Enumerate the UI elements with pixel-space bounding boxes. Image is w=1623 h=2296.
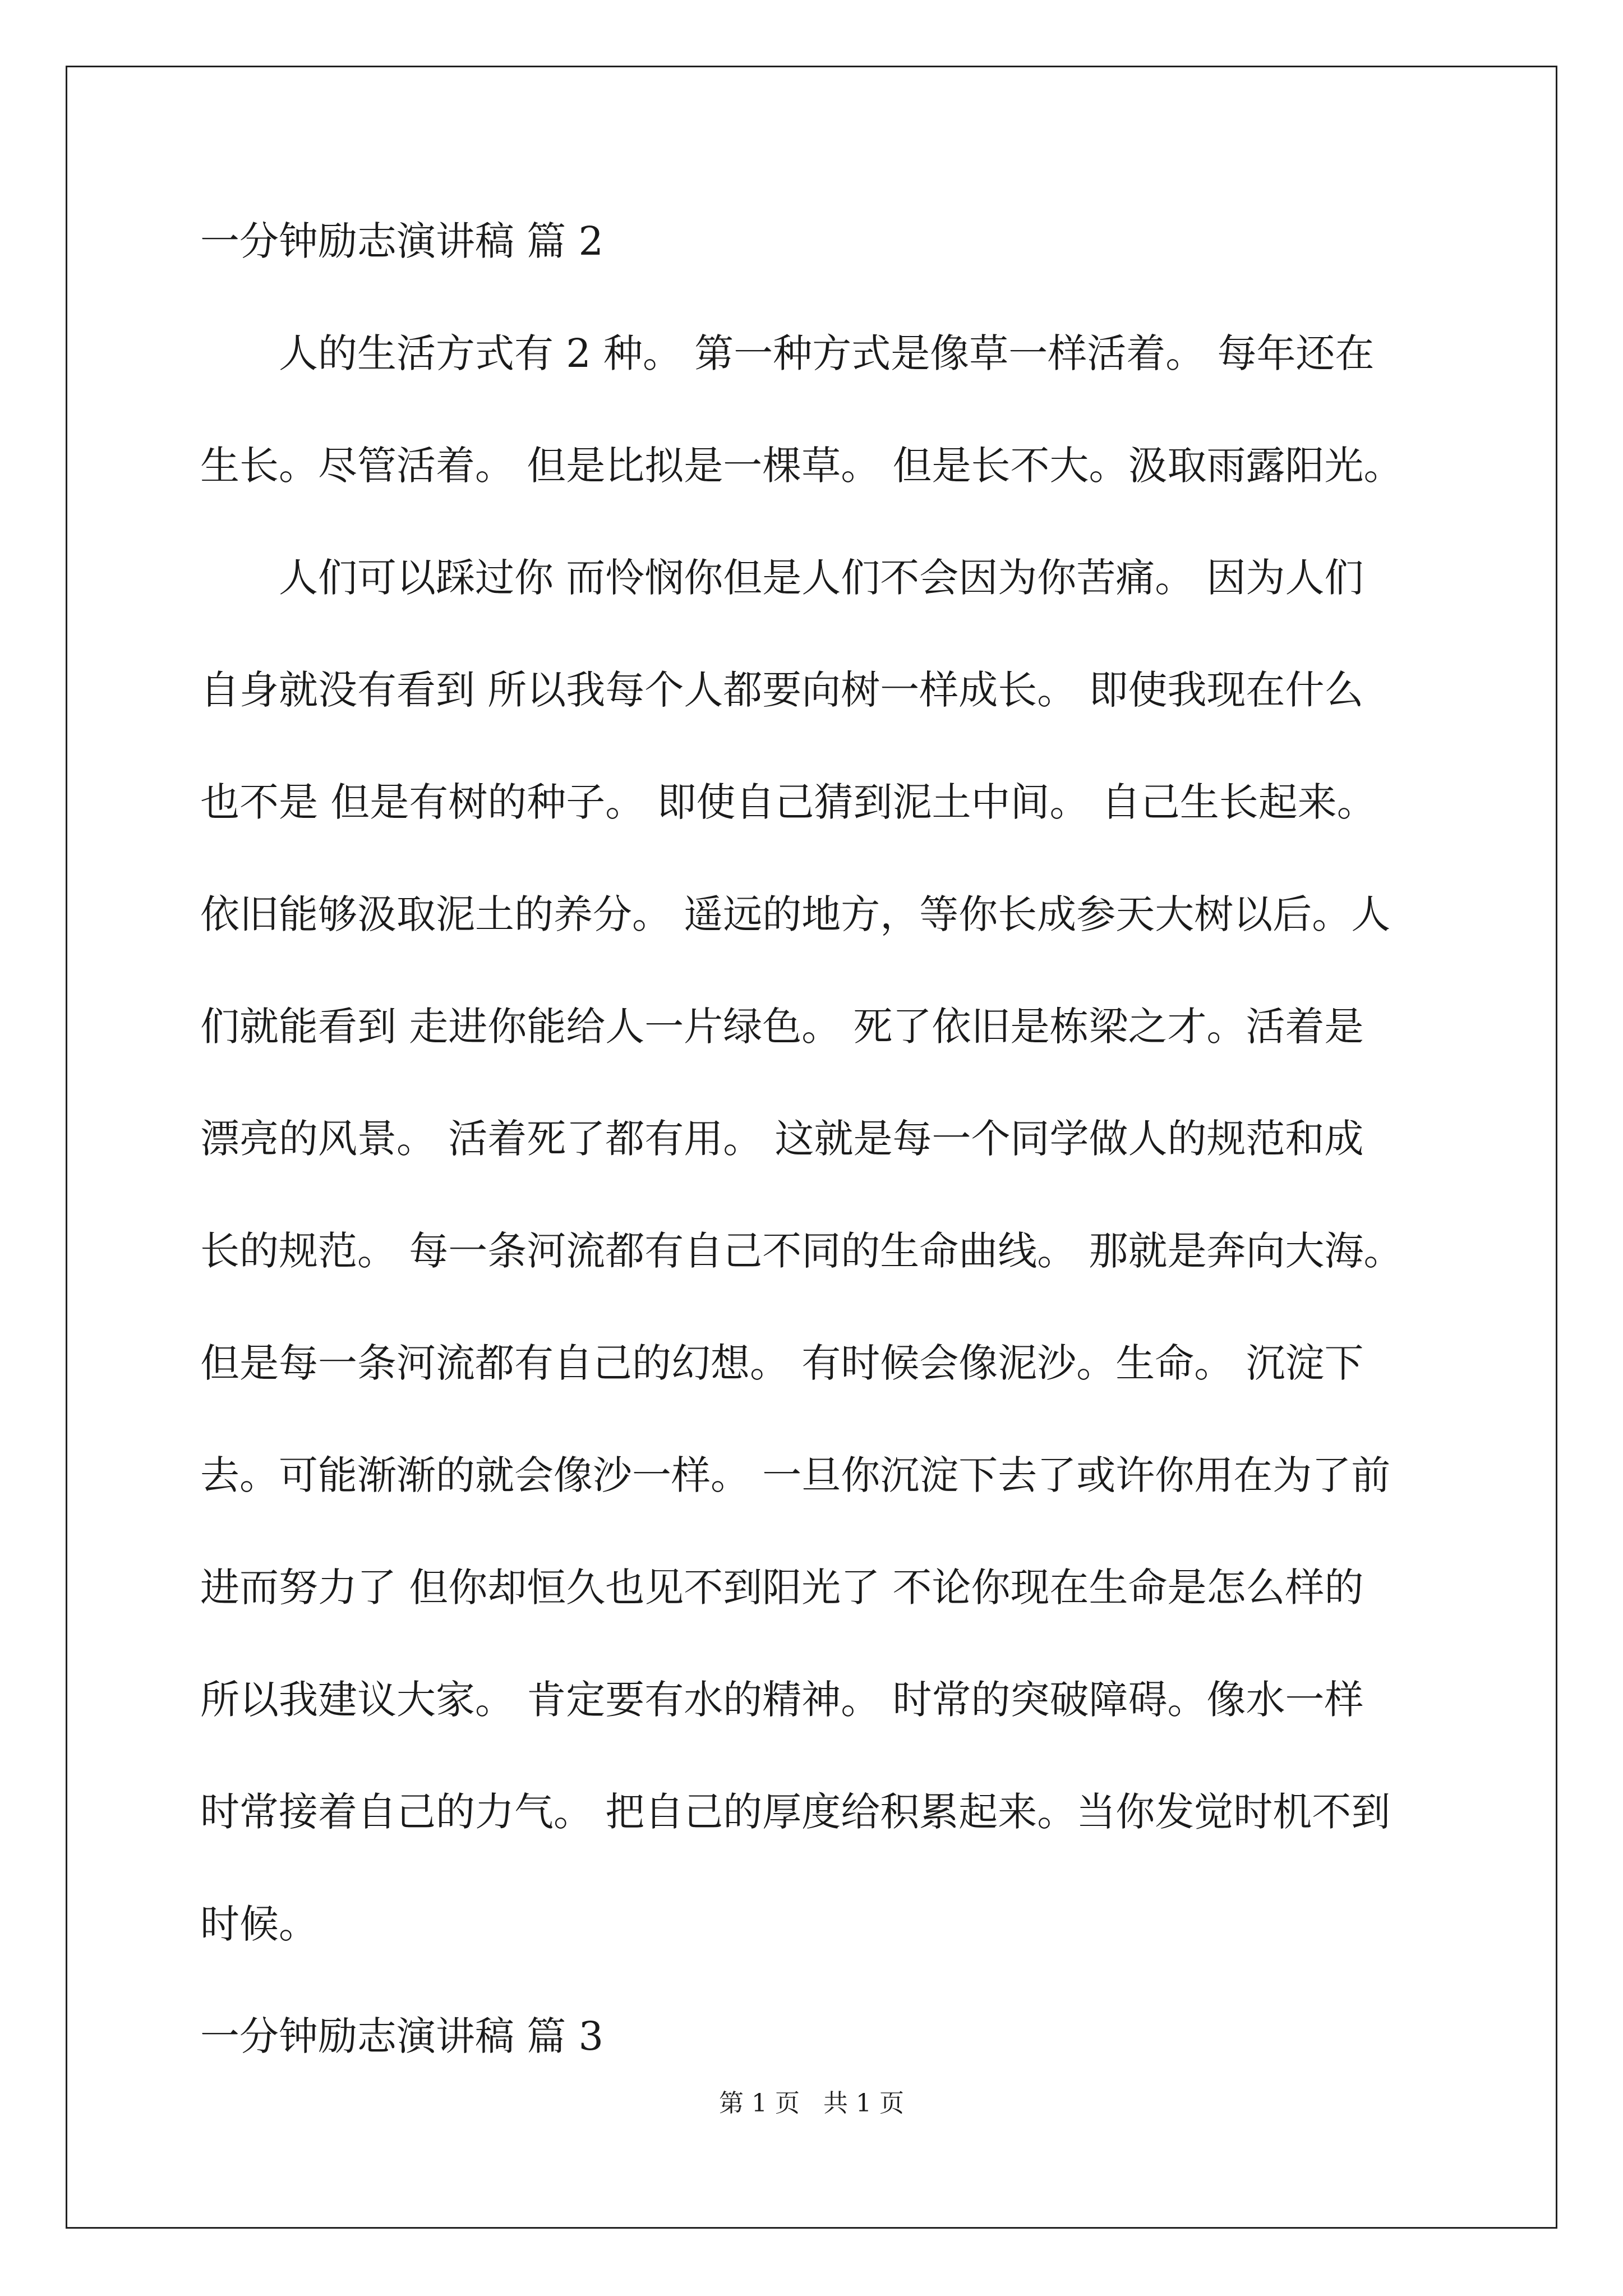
section-3-title: 一分钟励志演讲稿 篇 3: [200, 2013, 604, 2059]
document-body: [200, 213, 1434, 2064]
text-line: 人们可以踩过你 而怜悯你但是人们不会因为你苦痛。 因为人们: [279, 555, 1364, 601]
text-line: 但是每一条河流都有自己的幻想。 有时候会像泥沙。生命。 沉淀下: [200, 1340, 1364, 1386]
text-line: 所以我建议大家。 肯定要有水的精神。 时常的突破障碍。像水一样: [200, 1677, 1364, 1723]
text-line: 们就能看到 走进你能给人一片绿色。 死了依旧是栋梁之才。活着是: [200, 1004, 1364, 1050]
text-line: 人的生活方式有 2 种。 第一种方式是像草一样活着。 每年还在: [279, 330, 1375, 376]
text-line: 漂亮的风景。 活着死了都有用。 这就是每一个同学做人的规范和成: [200, 1116, 1364, 1162]
text-line: 生长。尽管活着。 但是比拟是一棵草。 但是长不大。汲取雨露阳光。: [200, 443, 1403, 489]
text-line: 去。可能渐渐的就会像沙一样。 一旦你沉淀下去了或许你用在为了前: [200, 1452, 1391, 1498]
text-line: 依旧能够汲取泥土的养分。 遥远的地方，等你长成参天大树以后。人: [200, 891, 1391, 937]
text-line: 进而努力了 但你却恒久也见不到阳光了 不论你现在生命是怎么样的: [200, 1565, 1364, 1611]
page-number-footer: 第 1 页 共 1 页: [719, 2089, 904, 2118]
paragraph-lines: [200, 325, 1434, 1952]
text-line: 自身就没有看到 所以我每个人都要向树一样成长。 即使我现在什么: [200, 667, 1364, 713]
text-line: 也不是 但是有树的种子。 即使自己猜到泥土中间。 自己生长起来。: [200, 779, 1376, 825]
text-line: 长的规范。 每一条河流都有自己不同的生命曲线。 那就是奔向大海。: [200, 1228, 1403, 1274]
text-line: 时常接着自己的力气。 把自己的厚度给积累起来。当你发觉时机不到: [200, 1789, 1391, 1835]
text-line: 时候。: [200, 1901, 318, 1947]
section-2-title: 一分钟励志演讲稿 篇 2: [200, 218, 604, 264]
